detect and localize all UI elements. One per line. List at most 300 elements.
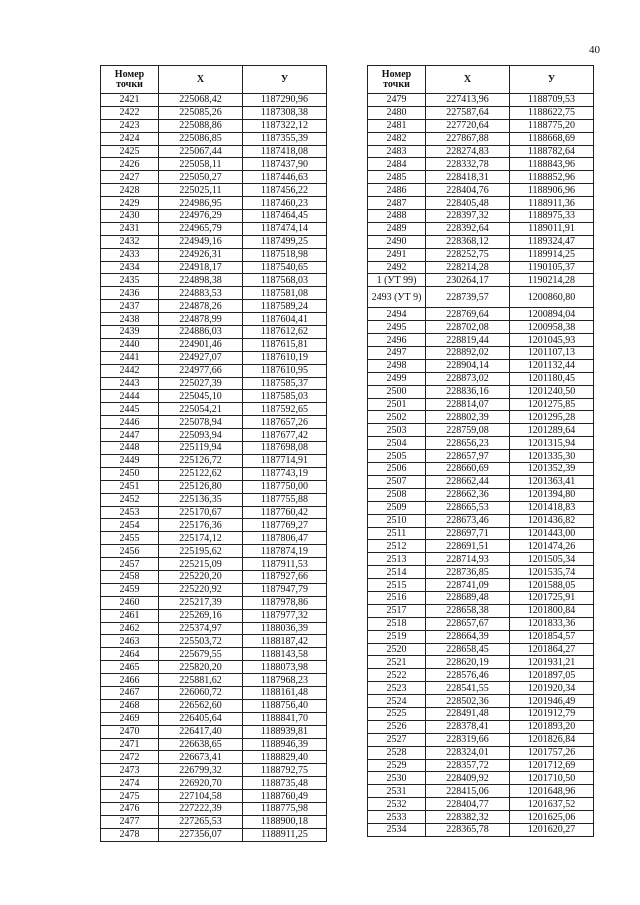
table-row xyxy=(101,493,327,506)
table-row xyxy=(368,540,594,553)
x-coordinate-cell: 228697,71 xyxy=(426,527,510,540)
y-coordinate-cell: 1201418,83 xyxy=(510,501,594,514)
point-number-cell: 2435 xyxy=(101,274,159,287)
y-coordinate-cell: 1187592,65 xyxy=(243,403,327,416)
x-coordinate-cell: 225820,20 xyxy=(159,661,243,674)
point-number-cell: 2520 xyxy=(368,643,426,656)
table-row xyxy=(368,669,594,682)
x-coordinate-cell: 228368,12 xyxy=(426,235,510,248)
table-row xyxy=(101,674,327,687)
y-coordinate-cell: 1187911,53 xyxy=(243,558,327,571)
x-coordinate-cell: 227356,07 xyxy=(159,828,243,841)
table-row xyxy=(101,802,327,815)
y-coordinate-cell: 1201946,49 xyxy=(510,695,594,708)
table-row xyxy=(101,751,327,764)
y-coordinate-cell: 1187612,62 xyxy=(243,326,327,339)
point-number-cell: 2505 xyxy=(368,450,426,463)
table-row xyxy=(368,119,594,132)
x-coordinate-cell: 228418,31 xyxy=(426,171,510,184)
point-number-cell: 2486 xyxy=(368,184,426,197)
point-number-cell: 2525 xyxy=(368,707,426,720)
table-row xyxy=(101,145,327,158)
table-row xyxy=(101,532,327,545)
y-coordinate-cell: 1187714,91 xyxy=(243,454,327,467)
y-coordinate-cell: 1189011,91 xyxy=(510,222,594,235)
coordinates-table-left xyxy=(100,65,327,842)
y-coordinate-cell: 1188911,25 xyxy=(243,828,327,841)
point-number-cell: 2514 xyxy=(368,566,426,579)
y-coordinate-cell: 1187585,03 xyxy=(243,390,327,403)
table-row xyxy=(368,630,594,643)
y-coordinate-cell: 1187290,96 xyxy=(243,94,327,107)
x-coordinate-cell: 224886,03 xyxy=(159,326,243,339)
y-coordinate-cell: 1188911,36 xyxy=(510,197,594,210)
y-coordinate-cell: 1201588,05 xyxy=(510,579,594,592)
x-coordinate-cell: 224976,29 xyxy=(159,210,243,223)
point-number-cell: 2461 xyxy=(101,609,159,622)
x-coordinate-cell: 228502,36 xyxy=(426,695,510,708)
point-number-cell: 1 (УТ 99) xyxy=(368,274,426,287)
table-row xyxy=(101,699,327,712)
x-coordinate-cell: 228802,39 xyxy=(426,411,510,424)
table-row xyxy=(101,94,327,107)
y-coordinate-cell: 1187769,27 xyxy=(243,519,327,532)
y-coordinate-cell: 1187610,19 xyxy=(243,351,327,364)
table-row xyxy=(368,553,594,566)
x-coordinate-cell: 228657,67 xyxy=(426,617,510,630)
point-number-cell: 2431 xyxy=(101,222,159,235)
point-number-cell: 2534 xyxy=(368,823,426,836)
point-number-cell: 2424 xyxy=(101,132,159,145)
y-coordinate-cell: 1187978,86 xyxy=(243,596,327,609)
point-number-cell: 2465 xyxy=(101,661,159,674)
x-coordinate-cell: 225136,35 xyxy=(159,493,243,506)
point-number-cell: 2513 xyxy=(368,553,426,566)
table-row xyxy=(101,480,327,493)
table-row xyxy=(368,707,594,720)
point-number-cell: 2506 xyxy=(368,463,426,476)
table-row xyxy=(101,274,327,287)
x-coordinate-cell: 225269,16 xyxy=(159,609,243,622)
table-row xyxy=(101,313,327,326)
point-number-cell: 2439 xyxy=(101,326,159,339)
page-number: 40 xyxy=(589,44,600,56)
table-row xyxy=(368,321,594,334)
y-coordinate-cell: 1187460,23 xyxy=(243,197,327,210)
table-row xyxy=(368,437,594,450)
table-row xyxy=(368,746,594,759)
point-number-cell: 2475 xyxy=(101,790,159,803)
x-coordinate-cell: 228378,41 xyxy=(426,720,510,733)
y-coordinate-cell: 1187308,38 xyxy=(243,106,327,119)
y-coordinate-cell: 1188756,40 xyxy=(243,699,327,712)
table-row xyxy=(101,171,327,184)
x-coordinate-cell: 228769,64 xyxy=(426,308,510,321)
table-row xyxy=(101,442,327,455)
point-number-cell: 2519 xyxy=(368,630,426,643)
point-number-cell: 2501 xyxy=(368,398,426,411)
y-coordinate-cell: 1201535,74 xyxy=(510,566,594,579)
header-point-number: Номер точки xyxy=(368,66,426,94)
x-coordinate-cell: 228664,39 xyxy=(426,630,510,643)
point-number-cell: 2490 xyxy=(368,235,426,248)
x-coordinate-cell: 225174,12 xyxy=(159,532,243,545)
x-coordinate-cell: 225126,80 xyxy=(159,480,243,493)
x-coordinate-cell: 230264,17 xyxy=(426,274,510,287)
table-header-row xyxy=(101,66,327,94)
y-coordinate-cell: 1187568,03 xyxy=(243,274,327,287)
x-coordinate-cell: 226060,72 xyxy=(159,686,243,699)
y-coordinate-cell: 1188906,96 xyxy=(510,184,594,197)
table-row xyxy=(101,815,327,828)
x-coordinate-cell: 225374,97 xyxy=(159,622,243,635)
x-coordinate-cell: 225217,39 xyxy=(159,596,243,609)
y-coordinate-cell: 1201912,79 xyxy=(510,707,594,720)
y-coordinate-cell: 1188161,48 xyxy=(243,686,327,699)
x-coordinate-cell: 225088,86 xyxy=(159,119,243,132)
y-coordinate-cell: 1187499,25 xyxy=(243,235,327,248)
table-row xyxy=(368,811,594,824)
y-coordinate-cell: 1188792,75 xyxy=(243,764,327,777)
table-row xyxy=(101,429,327,442)
table-row xyxy=(101,132,327,145)
x-coordinate-cell: 227867,88 xyxy=(426,132,510,145)
point-number-cell: 2495 xyxy=(368,321,426,334)
x-coordinate-cell: 224986,95 xyxy=(159,197,243,210)
y-coordinate-cell: 1187540,65 xyxy=(243,261,327,274)
table-body-right xyxy=(368,94,594,837)
y-coordinate-cell: 1187657,26 xyxy=(243,416,327,429)
y-coordinate-cell: 1188946,39 xyxy=(243,738,327,751)
x-coordinate-cell: 228702,08 xyxy=(426,321,510,334)
point-number-cell: 2498 xyxy=(368,359,426,372)
point-number-cell: 2453 xyxy=(101,506,159,519)
y-coordinate-cell: 1201132,44 xyxy=(510,359,594,372)
table-row xyxy=(368,733,594,746)
x-coordinate-cell: 224977,66 xyxy=(159,364,243,377)
x-coordinate-cell: 228252,75 xyxy=(426,248,510,261)
y-coordinate-cell: 1189324,47 xyxy=(510,235,594,248)
x-coordinate-cell: 228873,02 xyxy=(426,372,510,385)
y-coordinate-cell: 1188622,75 xyxy=(510,106,594,119)
x-coordinate-cell: 225679,55 xyxy=(159,648,243,661)
point-number-cell: 2459 xyxy=(101,583,159,596)
point-number-cell: 2477 xyxy=(101,815,159,828)
x-coordinate-cell: 227265,53 xyxy=(159,815,243,828)
x-coordinate-cell: 228274,83 xyxy=(426,145,510,158)
y-coordinate-cell: 1201363,41 xyxy=(510,475,594,488)
table-row xyxy=(101,222,327,235)
x-coordinate-cell: 228691,51 xyxy=(426,540,510,553)
x-coordinate-cell: 228405,48 xyxy=(426,197,510,210)
table-row xyxy=(101,790,327,803)
y-coordinate-cell: 1188775,20 xyxy=(510,119,594,132)
table-row xyxy=(368,171,594,184)
y-coordinate-cell: 1200958,38 xyxy=(510,321,594,334)
y-coordinate-cell: 1188843,96 xyxy=(510,158,594,171)
point-number-cell: 2430 xyxy=(101,210,159,223)
point-number-cell: 2530 xyxy=(368,772,426,785)
table-row xyxy=(101,506,327,519)
x-coordinate-cell: 228819,44 xyxy=(426,334,510,347)
table-row xyxy=(101,364,327,377)
point-number-cell: 2496 xyxy=(368,334,426,347)
x-coordinate-cell: 228365,78 xyxy=(426,823,510,836)
table-row xyxy=(368,359,594,372)
table-row xyxy=(368,720,594,733)
x-coordinate-cell: 227222,39 xyxy=(159,802,243,815)
point-number-cell: 2444 xyxy=(101,390,159,403)
x-coordinate-cell: 226417,40 xyxy=(159,725,243,738)
point-number-cell: 2425 xyxy=(101,145,159,158)
point-number-cell: 2510 xyxy=(368,514,426,527)
table-row xyxy=(101,467,327,480)
point-number-cell: 2511 xyxy=(368,527,426,540)
y-coordinate-cell: 1190214,28 xyxy=(510,274,594,287)
x-coordinate-cell: 225085,26 xyxy=(159,106,243,119)
y-coordinate-cell: 1188829,40 xyxy=(243,751,327,764)
y-coordinate-cell: 1187968,23 xyxy=(243,674,327,687)
x-coordinate-cell: 228319,66 xyxy=(426,733,510,746)
table-row xyxy=(368,308,594,321)
y-coordinate-cell: 1188939,81 xyxy=(243,725,327,738)
x-coordinate-cell: 225045,10 xyxy=(159,390,243,403)
point-number-cell: 2432 xyxy=(101,235,159,248)
table-row xyxy=(368,475,594,488)
y-coordinate-cell: 1201436,82 xyxy=(510,514,594,527)
x-coordinate-cell: 225058,11 xyxy=(159,158,243,171)
y-coordinate-cell: 1187743,19 xyxy=(243,467,327,480)
point-number-cell: 2421 xyxy=(101,94,159,107)
point-number-cell: 2494 xyxy=(368,308,426,321)
point-number-cell: 2480 xyxy=(368,106,426,119)
table-row xyxy=(101,119,327,132)
table-row xyxy=(368,132,594,145)
y-coordinate-cell: 1201315,94 xyxy=(510,437,594,450)
y-coordinate-cell: 1187750,00 xyxy=(243,480,327,493)
y-coordinate-cell: 1187698,08 xyxy=(243,442,327,455)
y-coordinate-cell: 1201045,93 xyxy=(510,334,594,347)
x-coordinate-cell: 228836,16 xyxy=(426,385,510,398)
x-coordinate-cell: 228739,57 xyxy=(426,287,510,308)
table-row xyxy=(368,372,594,385)
y-coordinate-cell: 1201897,05 xyxy=(510,669,594,682)
x-coordinate-cell: 224949,16 xyxy=(159,235,243,248)
table-row xyxy=(101,351,327,364)
table-row xyxy=(368,682,594,695)
point-number-cell: 2518 xyxy=(368,617,426,630)
x-coordinate-cell: 227104,58 xyxy=(159,790,243,803)
point-number-cell: 2487 xyxy=(368,197,426,210)
table-row xyxy=(368,261,594,274)
point-number-cell: 2460 xyxy=(101,596,159,609)
y-coordinate-cell: 1188668,69 xyxy=(510,132,594,145)
point-number-cell: 2473 xyxy=(101,764,159,777)
point-number-cell: 2521 xyxy=(368,656,426,669)
point-number-cell: 2451 xyxy=(101,480,159,493)
table-row xyxy=(101,764,327,777)
point-number-cell: 2474 xyxy=(101,777,159,790)
x-coordinate-cell: 224878,26 xyxy=(159,300,243,313)
y-coordinate-cell: 1201620,27 xyxy=(510,823,594,836)
header-x: X xyxy=(426,66,510,94)
x-coordinate-cell: 228658,38 xyxy=(426,604,510,617)
x-coordinate-cell: 226405,64 xyxy=(159,712,243,725)
table-row xyxy=(101,300,327,313)
point-number-cell: 2492 xyxy=(368,261,426,274)
table-row xyxy=(101,106,327,119)
point-number-cell: 2523 xyxy=(368,682,426,695)
table-row xyxy=(101,287,327,300)
x-coordinate-cell: 228214,28 xyxy=(426,261,510,274)
x-coordinate-cell: 224901,46 xyxy=(159,338,243,351)
x-coordinate-cell: 228409,92 xyxy=(426,772,510,785)
x-coordinate-cell: 226562,60 xyxy=(159,699,243,712)
x-coordinate-cell: 225050,27 xyxy=(159,171,243,184)
y-coordinate-cell: 1187464,45 xyxy=(243,210,327,223)
table-row xyxy=(101,725,327,738)
table-row xyxy=(101,648,327,661)
x-coordinate-cell: 224927,07 xyxy=(159,351,243,364)
point-number-cell: 2502 xyxy=(368,411,426,424)
x-coordinate-cell: 228392,64 xyxy=(426,222,510,235)
table-row xyxy=(368,287,594,308)
y-coordinate-cell: 1188975,33 xyxy=(510,210,594,223)
y-coordinate-cell: 1189914,25 xyxy=(510,248,594,261)
x-coordinate-cell: 228657,97 xyxy=(426,450,510,463)
y-coordinate-cell: 1201800,84 xyxy=(510,604,594,617)
x-coordinate-cell: 228662,36 xyxy=(426,488,510,501)
y-coordinate-cell: 1201833,36 xyxy=(510,617,594,630)
table-row xyxy=(101,609,327,622)
x-coordinate-cell: 225176,36 xyxy=(159,519,243,532)
y-coordinate-cell: 1200894,04 xyxy=(510,308,594,321)
y-coordinate-cell: 1187755,88 xyxy=(243,493,327,506)
point-number-cell: 2499 xyxy=(368,372,426,385)
x-coordinate-cell: 228741,09 xyxy=(426,579,510,592)
point-number-cell: 2464 xyxy=(101,648,159,661)
y-coordinate-cell: 1187677,42 xyxy=(243,429,327,442)
y-coordinate-cell: 1201443,00 xyxy=(510,527,594,540)
y-coordinate-cell: 1201295,28 xyxy=(510,411,594,424)
point-number-cell: 2532 xyxy=(368,798,426,811)
table-row xyxy=(368,334,594,347)
x-coordinate-cell: 228673,46 xyxy=(426,514,510,527)
x-coordinate-cell: 228541,55 xyxy=(426,682,510,695)
table-row xyxy=(368,210,594,223)
point-number-cell: 2482 xyxy=(368,132,426,145)
y-coordinate-cell: 1201352,39 xyxy=(510,463,594,476)
point-number-cell: 2426 xyxy=(101,158,159,171)
x-coordinate-cell: 225503,72 xyxy=(159,635,243,648)
table-row xyxy=(368,643,594,656)
table-row xyxy=(368,488,594,501)
header-y: У xyxy=(510,66,594,94)
point-number-cell: 2471 xyxy=(101,738,159,751)
y-coordinate-cell: 1188143,58 xyxy=(243,648,327,661)
point-number-cell: 2522 xyxy=(368,669,426,682)
y-coordinate-cell: 1201625,06 xyxy=(510,811,594,824)
y-coordinate-cell: 1187456,22 xyxy=(243,184,327,197)
table-row xyxy=(101,583,327,596)
table-row xyxy=(368,222,594,235)
x-coordinate-cell: 225126,72 xyxy=(159,454,243,467)
point-number-cell: 2497 xyxy=(368,347,426,360)
table-row xyxy=(368,274,594,287)
x-coordinate-cell: 228660,69 xyxy=(426,463,510,476)
header-point-number: Номер точки xyxy=(101,66,159,94)
y-coordinate-cell: 1201648,96 xyxy=(510,785,594,798)
point-number-cell: 2531 xyxy=(368,785,426,798)
table-row xyxy=(101,545,327,558)
table-row xyxy=(368,823,594,836)
x-coordinate-cell: 224918,17 xyxy=(159,261,243,274)
x-coordinate-cell: 225220,92 xyxy=(159,583,243,596)
table-row xyxy=(101,635,327,648)
y-coordinate-cell: 1187806,47 xyxy=(243,532,327,545)
point-number-cell: 2509 xyxy=(368,501,426,514)
point-number-cell: 2508 xyxy=(368,488,426,501)
x-coordinate-cell: 225086,85 xyxy=(159,132,243,145)
y-coordinate-cell: 1201826,84 xyxy=(510,733,594,746)
y-coordinate-cell: 1187874,19 xyxy=(243,545,327,558)
point-number-cell: 2470 xyxy=(101,725,159,738)
x-coordinate-cell: 228357,72 xyxy=(426,759,510,772)
header-x: X xyxy=(159,66,243,94)
y-coordinate-cell: 1188709,53 xyxy=(510,94,594,107)
y-coordinate-cell: 1187760,42 xyxy=(243,506,327,519)
x-coordinate-cell: 225881,62 xyxy=(159,674,243,687)
x-coordinate-cell: 226920,70 xyxy=(159,777,243,790)
x-coordinate-cell: 228491,48 xyxy=(426,707,510,720)
table-row xyxy=(368,579,594,592)
y-coordinate-cell: 1187474,14 xyxy=(243,222,327,235)
point-number-cell: 2500 xyxy=(368,385,426,398)
y-coordinate-cell: 1201893,20 xyxy=(510,720,594,733)
y-coordinate-cell: 1201854,57 xyxy=(510,630,594,643)
point-number-cell: 2456 xyxy=(101,545,159,558)
point-number-cell: 2429 xyxy=(101,197,159,210)
x-coordinate-cell: 228904,14 xyxy=(426,359,510,372)
y-coordinate-cell: 1187585,37 xyxy=(243,377,327,390)
table-row xyxy=(101,261,327,274)
table-row xyxy=(101,570,327,583)
y-coordinate-cell: 1187604,41 xyxy=(243,313,327,326)
point-number-cell: 2428 xyxy=(101,184,159,197)
x-coordinate-cell: 225093,94 xyxy=(159,429,243,442)
point-number-cell: 2422 xyxy=(101,106,159,119)
table-row xyxy=(368,385,594,398)
point-number-cell: 2457 xyxy=(101,558,159,571)
table-row xyxy=(101,686,327,699)
point-number-cell: 2446 xyxy=(101,416,159,429)
table-row xyxy=(368,463,594,476)
point-number-cell: 2454 xyxy=(101,519,159,532)
y-coordinate-cell: 1201240,50 xyxy=(510,385,594,398)
x-coordinate-cell: 225068,42 xyxy=(159,94,243,107)
y-coordinate-cell: 1201474,26 xyxy=(510,540,594,553)
y-coordinate-cell: 1188782,64 xyxy=(510,145,594,158)
y-coordinate-cell: 1188187,42 xyxy=(243,635,327,648)
table-body-left xyxy=(101,94,327,842)
point-number-cell: 2445 xyxy=(101,403,159,416)
table-row xyxy=(368,197,594,210)
x-coordinate-cell: 225025,11 xyxy=(159,184,243,197)
x-coordinate-cell: 227720,64 xyxy=(426,119,510,132)
point-number-cell: 2503 xyxy=(368,424,426,437)
y-coordinate-cell: 1188900,18 xyxy=(243,815,327,828)
y-coordinate-cell: 1187589,24 xyxy=(243,300,327,313)
